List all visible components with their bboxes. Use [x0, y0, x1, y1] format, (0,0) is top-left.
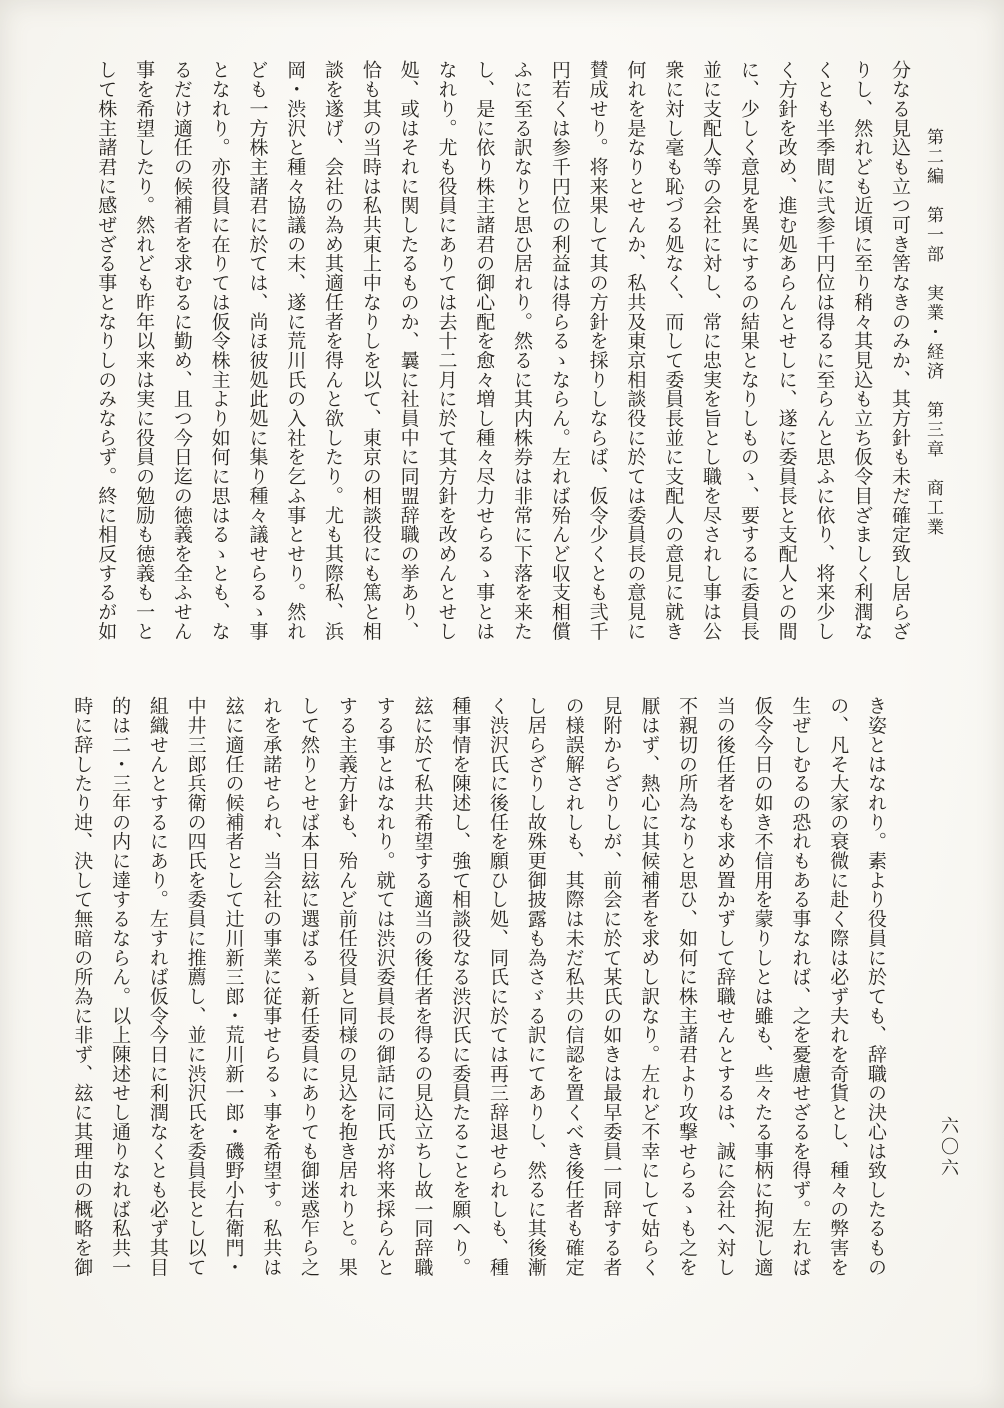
text-block-bottom	[62, 696, 894, 1288]
text-column: に、少しく意見を異にするの結果となりしものゝ、要するに委員長	[737, 60, 759, 641]
text-column: 岡・渋沢と種々協議の末、遂に荒川氏の入社を乞ふ事とせり。然れ	[284, 60, 306, 641]
text-column: 円若くは参千円位の利益は得らるゝならん。左れば殆んど収支相償	[548, 60, 570, 641]
text-column: して然りとせば本日玆に選ばるゝ新任委員にありても御迷惑乍ら之	[298, 696, 320, 1277]
text-column: 談を遂げ、会社の為め其適任者を得んと欲したり。尤も其際私、浜	[322, 60, 344, 641]
page-number: 六〇六	[939, 1116, 959, 1179]
text-column: 厭はず、熱心に其候補者を求めし訳なり。左れど不幸にして姑らく	[638, 696, 660, 1277]
text-column: 並に支配人等の会社に対し、常に忠実を旨とし職を尽されし事は公	[700, 60, 722, 641]
text-column: 衆に対し毫も恥づる処なく、而して委員長並に支配人の意見に就き	[662, 60, 684, 641]
text-column: 賛成せり。将来果して其の方針を採りしならば、仮令少くとも弐千	[586, 60, 608, 641]
text-column: りし、然れども近頃に至り稍々其見込も立ち仮令目ざましく利潤な	[851, 60, 873, 641]
text-column: の様誤解されしも、其際は未だ私共の信認を置くべき後任者も確定	[562, 696, 584, 1277]
text-column: 不親切の所為なりと思ひ、如何に株主諸君より攻撃せらるゝも之を	[676, 696, 698, 1277]
text-column: する主義方針も、殆んど前任役員と同様の見込を抱き居れりと。果	[335, 696, 357, 1277]
running-head: 第二編 第一部 実業・経済 第三章 商工業	[924, 128, 943, 538]
text-column: し居らざりし故殊更御披露も為さゞる訳にてありし、然るに其後漸	[524, 696, 546, 1277]
text-column: して株主諸君に感ぜざる事となりしのみならず。終に相反するが如	[95, 60, 117, 641]
text-column: くとも半季間に弐参千円位は得るに至らんと思ふに依り、将来少し	[813, 60, 835, 641]
text-column: 玆に於て私共希望する適当の後任者を得るの見込立ちし故一同辞職	[411, 696, 433, 1277]
text-column: 組織せんとするにあり。左すれば仮令今日に利潤なくとも必ず其目	[146, 696, 168, 1277]
text-column: となれり。亦役員に在りては仮令株主より如何に思はるゝとも、な	[208, 60, 230, 641]
text-column: する事とはなれり。就ては渋沢委員長の御話に同氏が将来採らんと	[373, 696, 395, 1277]
text-column: 処、或はそれに関したるものか、曩に社員中に同盟辞職の挙あり、	[397, 60, 419, 641]
text-column: く方針を改め、進む処あらんとせしに、遂に委員長と支配人との間	[775, 60, 797, 641]
text-column: 種事情を陳述し、強て相談役なる渋沢氏に委員たることを願へり。	[449, 696, 471, 1277]
text-column: し、是に依り株主諸君の御心配を愈々増し種々尽力せらるゝ事とは	[473, 60, 495, 641]
text-column: 仮令今日の如き不信用を蒙りしとは雖も、些々たる事柄に拘泥し適	[751, 696, 773, 1277]
text-column: 中井三郎兵衛の四氏を委員に推薦し、並に渋沢氏を委員長とし以て	[184, 696, 206, 1277]
text-column: 生ぜしむるの恐れもある事なれば、之を憂慮せざるを得ず。左れば	[789, 696, 811, 1277]
text-column: 恰も其の当時は私共東上中なりしを以て、東京の相談役にも篤と相	[359, 60, 381, 641]
text-column: ども一方株主諸君に於ては、尚ほ彼処此処に集り種々議せらるゝ事	[246, 60, 268, 641]
text-column: の、凡そ大家の衰微に赴く際は必ず夫れを奇貨とし、種々の弊害を	[827, 696, 849, 1277]
text-column: 的は二・三年の内に達するならん。以上陳述せし通りなれば私共一	[109, 696, 131, 1277]
text-column: 当の後任者をも求め置かずして辞職せんとするは、誠に会社へ対し	[713, 696, 735, 1277]
text-column: き姿とはなれり。素より役員に於ても、辞職の決心は致したるもの	[865, 696, 886, 1277]
text-column: なれり。尤も役員にありては去十二月に於て其方針を改めんとせし	[435, 60, 457, 641]
text-column: く渋沢氏に後任を願ひし処、同氏に於ては再三辞退せられしも、種	[487, 696, 509, 1277]
text-column: ふに至る訳なりと思ひ居れり。然るに其内株券は非常に下落を来た	[511, 60, 533, 641]
text-column: 何れを是なりとせんか、私共及東京相談役に於ては委員長の意見に	[624, 60, 646, 641]
text-block-top	[86, 60, 918, 646]
text-column: 分なる見込も立つ可き筈なきのみか、其方針も未だ確定致し居らざ	[889, 60, 910, 641]
text-column: れを承諾せられ、当会社の事業に従事せらるゝ事を希望す。私共は	[260, 696, 282, 1277]
text-column: 玆に適任の候補者として辻川新三郎・荒川新一郎・磯野小右衛門・	[222, 696, 244, 1277]
text-column: るだけ適任の候補者を求むるに勤め、且つ今日迄の徳義を全ふせん	[170, 60, 192, 641]
text-column: 事を希望したり。然れども昨年以来は実に役員の勉励も徳義も一と	[133, 60, 155, 641]
text-column: 時に辞したり迚、決して無暗の所為に非ず、玆に其理由の概略を御	[71, 696, 93, 1277]
text-column: 見附からざりしが、前会に於て某氏の如きは最早委員一同辞する者	[600, 696, 622, 1277]
